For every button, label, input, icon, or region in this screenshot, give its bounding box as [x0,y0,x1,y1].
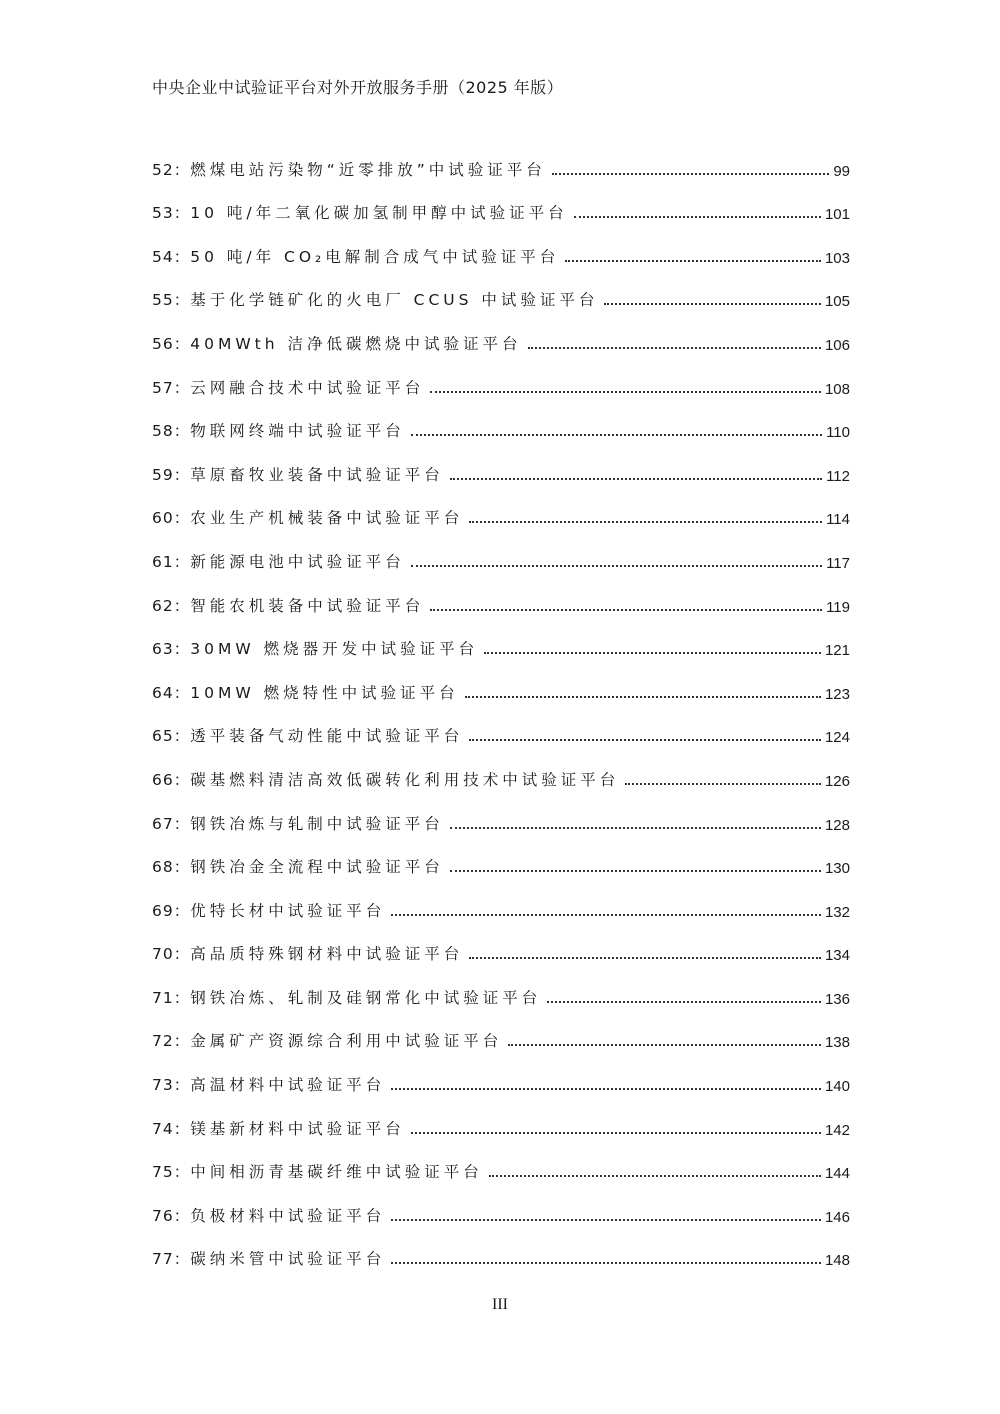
toc-entry[interactable] [152,1095,850,1139]
toc-entry-number: 55： [152,291,191,310]
toc-entry-number: 57： [152,378,191,397]
dot-leader [574,216,821,218]
toc-entry-page: 144 [824,1165,850,1183]
dot-leader [465,696,821,698]
toc-entry[interactable] [152,223,850,267]
dot-leader [391,1262,821,1264]
toc-entry-title[interactable]: 30MW 燃烧器开发中试验证平台 [190,640,479,659]
dot-leader [450,827,821,829]
dot-leader [430,391,821,393]
toc-entry[interactable] [152,267,850,311]
dot-leader [625,783,821,785]
toc-entry-page: 134 [824,947,850,965]
toc-entry-page: 132 [824,903,850,921]
dot-leader [411,434,822,436]
toc-entry-title[interactable]: 碳基燃料清洁高效低碳转化利用技术中试验证平台 [190,770,620,789]
dot-leader [450,870,821,872]
toc-entry-page: 146 [824,1208,850,1226]
toc-entry-title[interactable]: 云网融合技术中试验证平台 [190,378,425,397]
toc-entry-page: 148 [824,1252,850,1270]
toc-entry-page: 140 [824,1078,850,1096]
dot-leader [469,957,821,959]
toc-entry[interactable] [152,1051,850,1095]
toc-entry[interactable] [152,354,850,398]
dot-leader [484,652,821,654]
toc-entry[interactable] [152,659,850,703]
toc-entry-title[interactable]: 10MW 燃烧特性中试验证平台 [190,683,459,702]
dot-leader [547,1001,821,1003]
toc-entry-page: 114 [826,511,850,529]
toc-entry-title[interactable]: 钢铁冶炼、轧制及硅钢常化中试验证平台 [190,988,542,1007]
toc-entry-page: 138 [824,1034,850,1052]
toc-entry-title[interactable]: 钢铁冶金全流程中试验证平台 [190,858,444,877]
toc-entry-number: 60： [152,509,191,528]
toc-entry-title[interactable]: 高温材料中试验证平台 [190,1076,386,1095]
toc-entry-page: 99 [833,162,850,180]
dot-leader [391,1088,821,1090]
toc-entry-number: 71： [152,988,191,1007]
page-number: III [492,1296,508,1313]
dot-leader [528,347,821,349]
toc-entry-page: 142 [824,1121,850,1139]
toc-entry-title[interactable]: 物联网终端中试验证平台 [190,422,405,441]
toc-entry[interactable] [152,1182,850,1226]
toc-entry-page: 130 [824,860,850,878]
toc-entry-title[interactable]: 50 吨/年 CO₂电解制合成气中试验证平台 [190,247,560,266]
toc-entry-number: 64： [152,683,191,702]
toc-entry[interactable] [152,834,850,878]
toc-entry-number: 72： [152,1032,191,1051]
toc-entry-page: 126 [824,772,850,790]
toc-entry[interactable] [152,1008,850,1052]
toc-entry-number: 66： [152,770,191,789]
toc-entry[interactable] [152,180,850,224]
toc-entry-number: 70： [152,945,191,964]
toc-entry[interactable] [152,528,850,572]
toc-entry-number: 53： [152,204,191,223]
toc-entry-title[interactable]: 金属矿产资源综合利用中试验证平台 [190,1032,503,1051]
toc-entry[interactable] [152,921,850,965]
dot-leader [469,739,821,741]
toc-entry-title[interactable]: 镁基新材料中试验证平台 [190,1119,405,1138]
toc-entry-page: 124 [824,729,850,747]
toc-entry-title[interactable]: 负极材料中试验证平台 [190,1206,386,1225]
toc-entry-title[interactable]: 智能农机装备中试验证平台 [190,596,425,615]
dot-leader [411,565,822,567]
toc-entry-title[interactable]: 钢铁冶炼与轧制中试验证平台 [190,814,444,833]
toc-entry-page: 105 [824,293,850,311]
dot-leader [450,478,822,480]
toc-entry-number: 54： [152,247,191,266]
toc-entry[interactable] [152,398,850,442]
toc-entry-title[interactable]: 基于化学链矿化的火电厂 CCUS 中试验证平台 [190,291,599,310]
toc-entry-page: 119 [826,598,850,616]
dot-leader [391,914,821,916]
toc-entry-title[interactable]: 农业生产机械装备中试验证平台 [190,509,464,528]
toc-entry-number: 63： [152,640,191,659]
toc-entry[interactable] [152,790,850,834]
toc-entry-title[interactable]: 碳纳米管中试验证平台 [190,1250,386,1269]
toc-entry-number: 61： [152,552,191,571]
dot-leader [430,609,822,611]
toc-entry[interactable] [152,441,850,485]
toc-entry-page: 112 [826,467,850,485]
toc-entry-title[interactable]: 40MWth 洁净低碳燃烧中试验证平台 [190,334,522,353]
toc-entry[interactable] [152,877,850,921]
table-of-contents [152,136,850,1269]
toc-entry[interactable] [152,136,850,180]
toc-entry-title[interactable]: 中间相沥青基碳纤维中试验证平台 [190,1163,483,1182]
toc-entry-title[interactable]: 10 吨/年二氧化碳加氢制甲醇中试验证平台 [190,204,568,223]
toc-entry-title[interactable]: 新能源电池中试验证平台 [190,552,405,571]
toc-entry-page: 108 [824,380,850,398]
toc-entry-page: 121 [824,642,850,660]
toc-entry-number: 73： [152,1076,191,1095]
toc-entry-title[interactable]: 高品质特殊钢材料中试验证平台 [190,945,464,964]
dot-leader [565,260,821,262]
toc-entry-number: 77： [152,1250,191,1269]
toc-entry-number: 69： [152,901,191,920]
toc-entry-page: 128 [824,816,850,834]
running-header: 中央企业中试验证平台对外开放服务手册（2025 年版） [152,78,564,97]
toc-entry-page: 106 [824,336,850,354]
toc-entry-number: 76： [152,1206,191,1225]
dot-leader [391,1219,821,1221]
toc-entry-number: 65： [152,727,191,746]
toc-entry-number: 58： [152,422,191,441]
toc-entry[interactable] [152,572,850,616]
toc-entry[interactable] [152,616,850,660]
toc-entry-title[interactable]: 透平装备气动性能中试验证平台 [190,727,464,746]
toc-entry-title[interactable]: 草原畜牧业装备中试验证平台 [190,465,444,484]
toc-entry-number: 52： [152,160,191,179]
toc-entry-page: 103 [824,249,850,267]
toc-entry[interactable] [152,1139,850,1183]
dot-leader [411,1132,821,1134]
toc-entry[interactable] [152,964,850,1008]
toc-entry-page: 123 [824,685,850,703]
toc-entry-number: 68： [152,858,191,877]
toc-entry-number: 75： [152,1163,191,1182]
toc-entry[interactable] [152,1226,850,1270]
toc-entry-title[interactable]: 燃煤电站污染物“近零排放”中试验证平台 [190,160,546,179]
toc-entry-number: 74： [152,1119,191,1138]
toc-entry-title[interactable]: 优特长材中试验证平台 [190,901,386,920]
toc-entry[interactable] [152,310,850,354]
toc-entry-page: 110 [826,424,850,442]
toc-entry-page: 136 [824,990,850,1008]
toc-entry-page: 101 [824,206,850,224]
toc-entry[interactable] [152,703,850,747]
dot-leader [489,1175,821,1177]
toc-entry-page: 117 [826,554,850,572]
toc-entry-number: 67： [152,814,191,833]
dot-leader [604,303,821,305]
dot-leader [552,173,830,175]
dot-leader [469,521,822,523]
toc-entry-number: 56： [152,334,191,353]
toc-entry[interactable] [152,746,850,790]
toc-entry-number: 59： [152,465,191,484]
dot-leader [508,1044,821,1046]
toc-entry[interactable] [152,485,850,529]
toc-entry-number: 62： [152,596,191,615]
